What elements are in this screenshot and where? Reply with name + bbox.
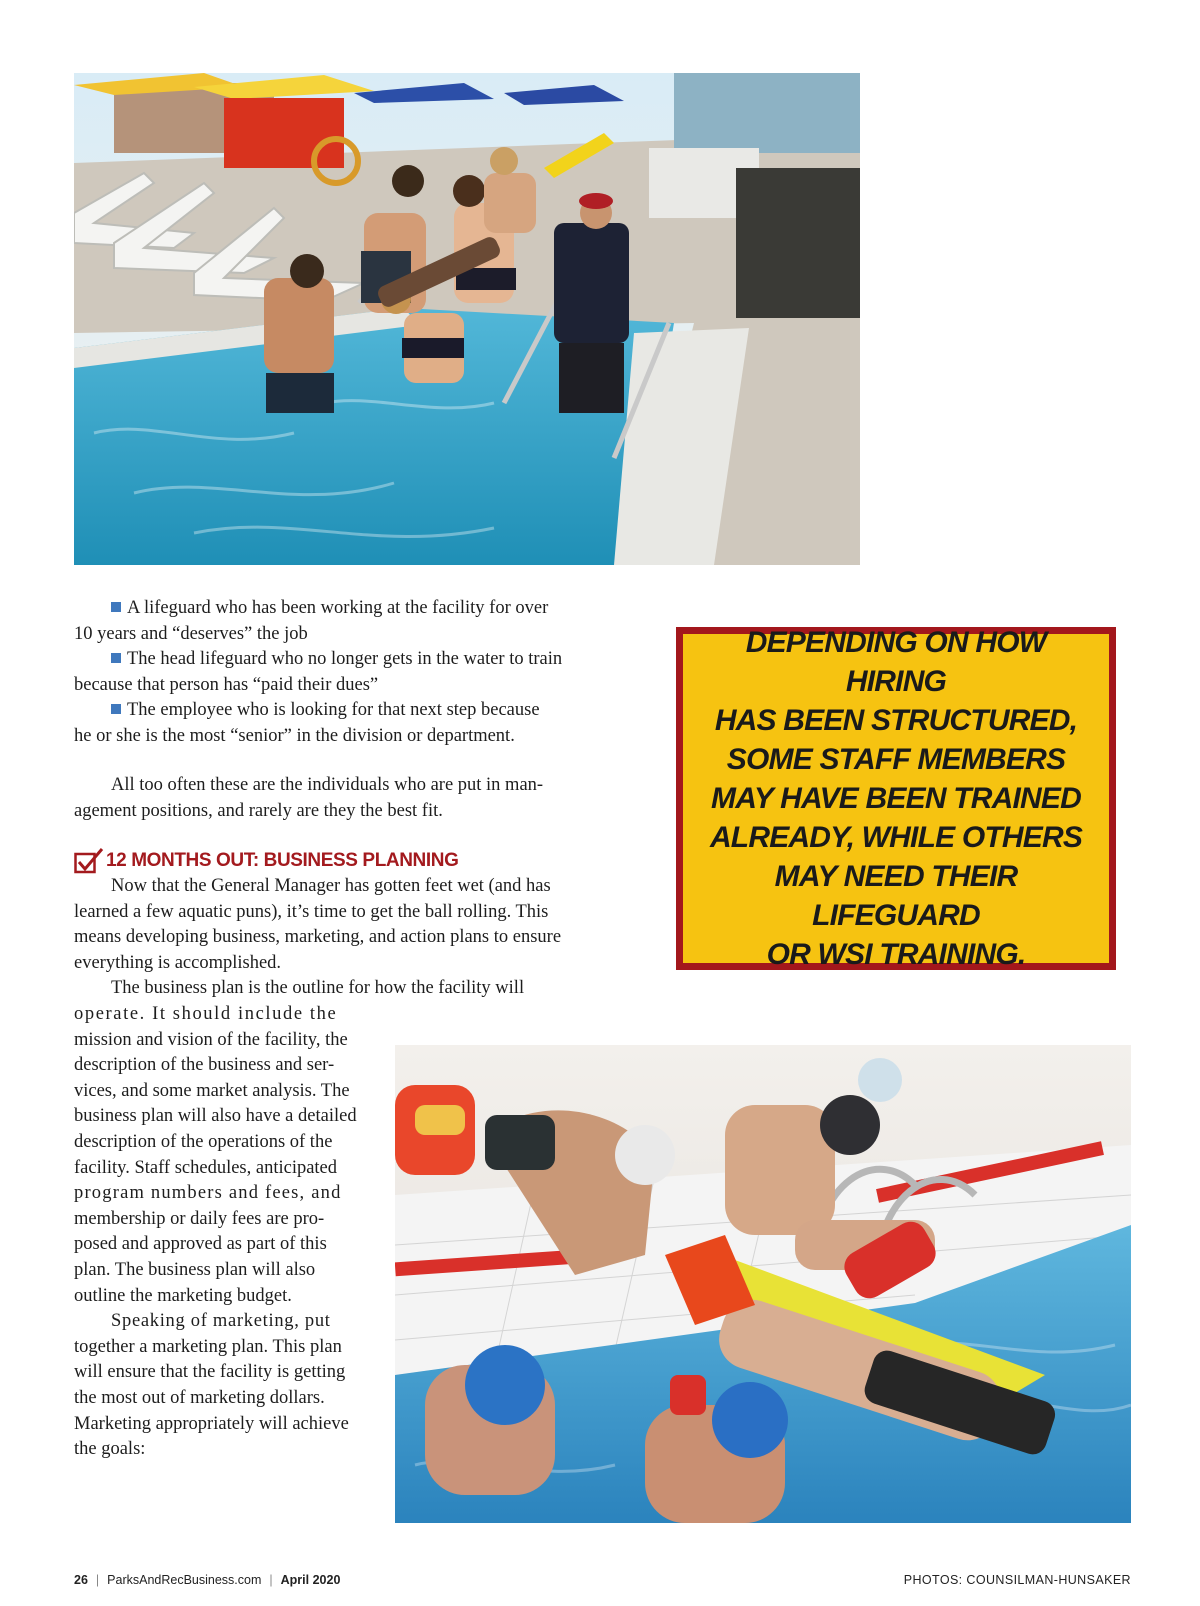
text-line: facility. Staff schedules, anticipated [74, 1157, 338, 1178]
text-line: learned a few aquatic puns), it’s time to get the ball rolling. This [74, 901, 549, 922]
text-line: the goals: [74, 1439, 146, 1460]
pull-quote-box [676, 627, 1116, 970]
text-line: the most out of marketing dollars. [74, 1387, 325, 1408]
square-bullet-icon [111, 653, 121, 663]
square-bullet-icon [111, 602, 121, 612]
text-line: means developing business, marketing, and action plans to ensure [74, 927, 562, 948]
text-line: agement positions, and rarely are they the best fit. [74, 800, 443, 821]
pull-quote-line: ALREADY, WHILE OTHERS [709, 821, 1083, 854]
body-paragraph [74, 773, 594, 824]
pull-quote-line: MAY NEED THEIR LIFEGUARD [774, 860, 1018, 932]
text-line: description of the business and ser- [74, 1055, 335, 1076]
text-line: mission and vision of the facility, the [74, 1029, 348, 1050]
text-line: posed and approved as part of this [74, 1234, 327, 1255]
list-item: The head lifeguard who no longer gets in the water to train [74, 647, 594, 673]
footer-website: ParksAndRecBusiness.com [107, 1573, 262, 1587]
pull-quote-line: DEPENDING ON HOW HIRING [745, 626, 1047, 698]
text-line: The business plan is the outline for how the facility will [111, 978, 525, 999]
text-line: vices, and some market analysis. The [74, 1080, 350, 1101]
text-line: plan. The business plan will also [74, 1259, 316, 1280]
text-line: business plan will also have a detailed [74, 1106, 357, 1127]
list-item: A lifeguard who has been working at the facility for over [74, 596, 594, 622]
pull-quote-line: MAY HAVE BEEN TRAINED [711, 782, 1081, 815]
list-item: The employee who is looking for that next step because [74, 698, 594, 724]
list-item-continued: he or she is the most “senior” in the division or department. [74, 725, 515, 746]
text-line: Marketing appropriately will achieve [74, 1413, 349, 1434]
footer-separator: | [269, 1573, 273, 1587]
checkbox-check-icon [74, 848, 104, 874]
text-line: everything is accomplished. [74, 952, 282, 973]
pull-quote-line: SOME STAFF MEMBERS [726, 743, 1066, 776]
list-item-continued: because that person has “paid their dues” [74, 674, 379, 695]
text-line: together a marketing plan. This plan [74, 1336, 342, 1357]
photo-credit: PHOTOS: COUNSILMAN-HUNSAKER [903, 1573, 1131, 1587]
text-line: operate. It should include the [74, 1004, 338, 1024]
pull-quote-line: OR WSI TRAINING. [766, 938, 1026, 971]
pull-quote-inner [683, 626, 1109, 971]
section-heading-text: 12 MONTHS OUT: BUSINESS PLANNING [106, 850, 459, 871]
lifeguard-training-photo-outdoor [74, 73, 860, 565]
square-bullet-icon [111, 704, 121, 714]
body-paragraph [74, 874, 594, 1002]
bullet-list [74, 596, 594, 750]
pull-quote-text [703, 623, 1089, 974]
footer-issue-date: April 2020 [280, 1573, 341, 1587]
footer-separator: | [95, 1573, 100, 1587]
page-footer [74, 1573, 340, 1587]
text-line: Now that the General Manager has gotten feet wet (and has [111, 876, 551, 896]
text-line: outline the marketing budget. [74, 1285, 292, 1306]
text-line: membership or daily fees are pro- [74, 1208, 325, 1229]
lifeguard-training-photo-indoor [395, 1045, 1131, 1523]
section-heading [74, 848, 594, 874]
text-line: Speaking of marketing, put [111, 1311, 331, 1332]
text-line: program numbers and fees, and [74, 1183, 342, 1204]
pull-quote-line: HAS BEEN STRUCTURED, [714, 704, 1078, 737]
text-line: will ensure that the facility is getting [74, 1362, 346, 1383]
body-paragraph-wrapped [74, 1002, 365, 1463]
text-line: All too often these are the individuals who are put in man- [111, 775, 544, 795]
text-line: description of the operations of the [74, 1131, 333, 1152]
list-item-continued: 10 years and “deserves” the job [74, 623, 308, 644]
page-number: 26 [74, 1573, 88, 1587]
